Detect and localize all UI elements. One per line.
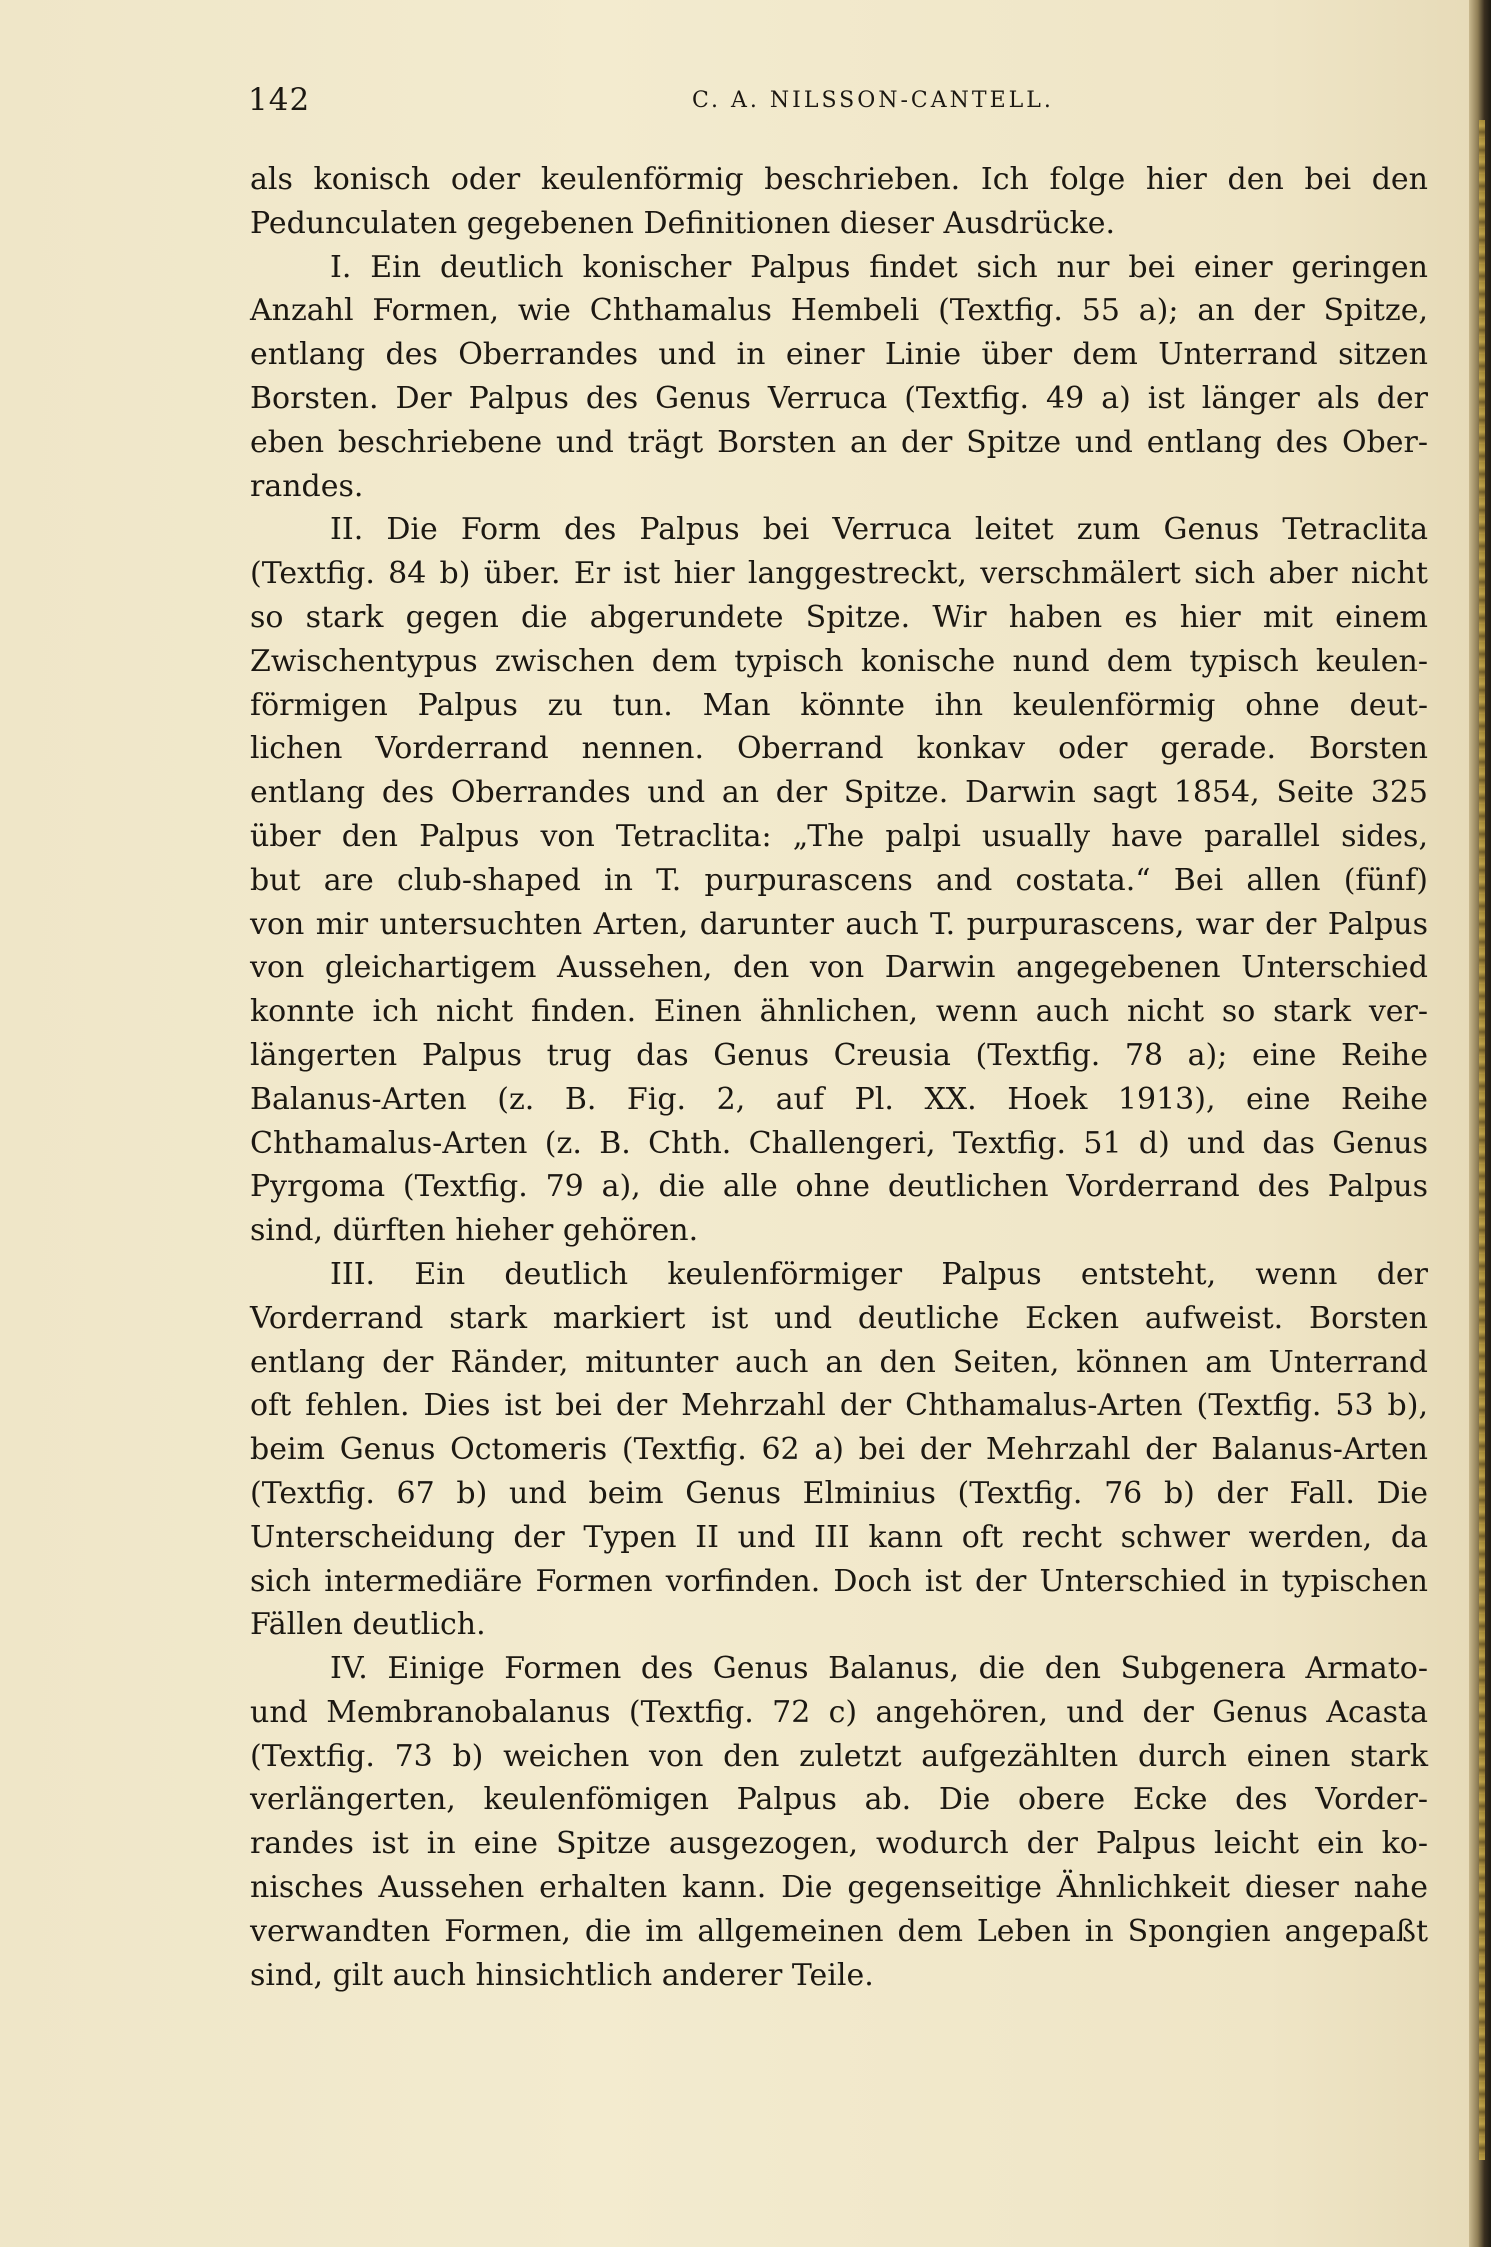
text-line: als konisch oder keulenförmig beschrieben. Ich folge hier den bei den [250,162,1428,197]
text-line: förmigen Palpus zu tun. Man könnte ihn keulenförmig ohne deut- [250,687,1428,723]
text-line: sind, gilt auch hinsichtlich anderer Teile. [250,1957,874,1993]
text-line: Chthamalus-Arten (z. B. Chth. Challengeri, Textfig. 51 d) und das Genus [250,1125,1428,1161]
text-line: Vorderrand stark markiert ist und deutliche Ecken aufweist. Borsten [250,1300,1428,1336]
text-line: (Textfig. 67 b) und beim Genus Elminius (Textfig. 76 b) der Fall. Die [250,1475,1428,1511]
text-line: von gleichartigem Aussehen, den von Darwin angegebenen Unterschied [250,950,1428,986]
text-line: von mir untersuchten Arten, darunter auch T. purpurascens, war der Palpus [250,906,1428,942]
text-line: Fällen deutlich. [250,1607,486,1643]
body-text [250,158,1428,1997]
text-line: Zwischentypus zwischen dem typisch konische nund dem typisch keulen- [250,643,1428,679]
text-line: Pedunculaten gegebenen Definitionen dieser Ausdrücke. [250,205,1115,241]
text-line: entlang der Ränder, mitunter auch an den Seiten, können am Unterrand [250,1344,1428,1380]
text-line: Borsten. Der Palpus des Genus Verruca (Textfig. 49 a) ist länger als der [250,380,1428,416]
text-line: (Textfig. 73 b) weichen von den zuletzt aufgezählten durch einen stark [250,1738,1428,1774]
text-line: und Membranobalanus (Textfig. 72 c) angehören, und der Genus Acasta [250,1694,1428,1730]
text-line: Pyrgoma (Textfig. 79 a), die alle ohne deutlichen Vorderrand des Palpus [250,1169,1428,1205]
text-line: längerten Palpus trug das Genus Creusia (Textfig. 78 a); eine Reihe [250,1037,1428,1073]
text-line: Anzahl Formen, wie Chthamalus Hembeli (Textfig. 55 a); an der Spitze, [250,293,1428,329]
text-line: sind, dürften hieher gehören. [250,1213,699,1249]
text-line: über den Palpus von Tetraclita: „The palpi usually have parallel sides, [250,818,1428,854]
text-line: nisches Aussehen erhalten kann. Die gegenseitige Ähnlichkeit dieser nahe [250,1870,1428,1906]
text-line: sich intermediäre Formen vorfinden. Doch ist der Unterschied in typischen [250,1563,1428,1599]
text-line: entlang des Oberrandes und in einer Linie über dem Unterrand sitzen [250,337,1428,373]
running-title: C. A. NILSSON-CANTELL. [692,88,1054,113]
page-number: 142 [248,82,311,118]
text-line: IV. Einige Formen des Genus Balanus, die den Subgenera Armato- [330,1651,1428,1687]
text-line: II. Die Form des Palpus bei Verruca leitet zum Genus Tetraclita [330,512,1428,548]
text-line: so stark gegen die abgerundete Spitze. Wir haben es hier mit einem [250,599,1428,635]
text-line: entlang des Oberrandes und an der Spitze. Darwin sagt 1854, Seite 325 [250,775,1428,811]
text-line: (Textfig. 84 b) über. Er ist hier langgestreckt, verschmälert sich aber nicht [250,556,1428,592]
text-line: oft fehlen. Dies ist bei der Mehrzahl der Chthamalus-Arten (Textfig. 53 b), [250,1388,1428,1424]
text-line: randes. [250,468,364,504]
text-line: eben beschriebene und trägt Borsten an der Spitze und entlang des Ober- [250,424,1428,460]
text-line: lichen Vorderrand nennen. Oberrand konkav oder gerade. Borsten [250,731,1428,767]
text-line: Unterscheidung der Typen II und III kann oft recht schwer werden, da [250,1519,1428,1555]
text-line: but are club-shaped in T. purpurascens and costata.“ Bei allen (fünf) [250,862,1428,898]
text-line: beim Genus Octomeris (Textfig. 62 a) bei der Mehrzahl der Balanus-Arten [250,1432,1428,1468]
text-line: I. Ein deutlich konischer Palpus findet sich nur bei einer geringen [330,249,1428,285]
text-line: III. Ein deutlich keulenförmiger Palpus entsteht, wenn der [330,1256,1428,1292]
running-head [248,82,1448,122]
text-line: Balanus-Arten (z. B. Fig. 2, auf Pl. XX. Hoek 1913), eine Reihe [250,1081,1428,1117]
text-line: randes ist in eine Spitze ausgezogen, wodurch der Palpus leicht ein ko- [250,1826,1428,1862]
gilt-edge-decoration [1479,120,1485,2160]
text-line: verlängerten, keulenfömigen Palpus ab. Die obere Ecke des Vorder- [250,1782,1428,1818]
text-line: konnte ich nicht finden. Einen ähnlichen, wenn auch nicht so stark ver- [250,994,1428,1030]
text-line: verwandten Formen, die im allgemeinen dem Leben in Spongien angepaßt [250,1913,1428,1949]
